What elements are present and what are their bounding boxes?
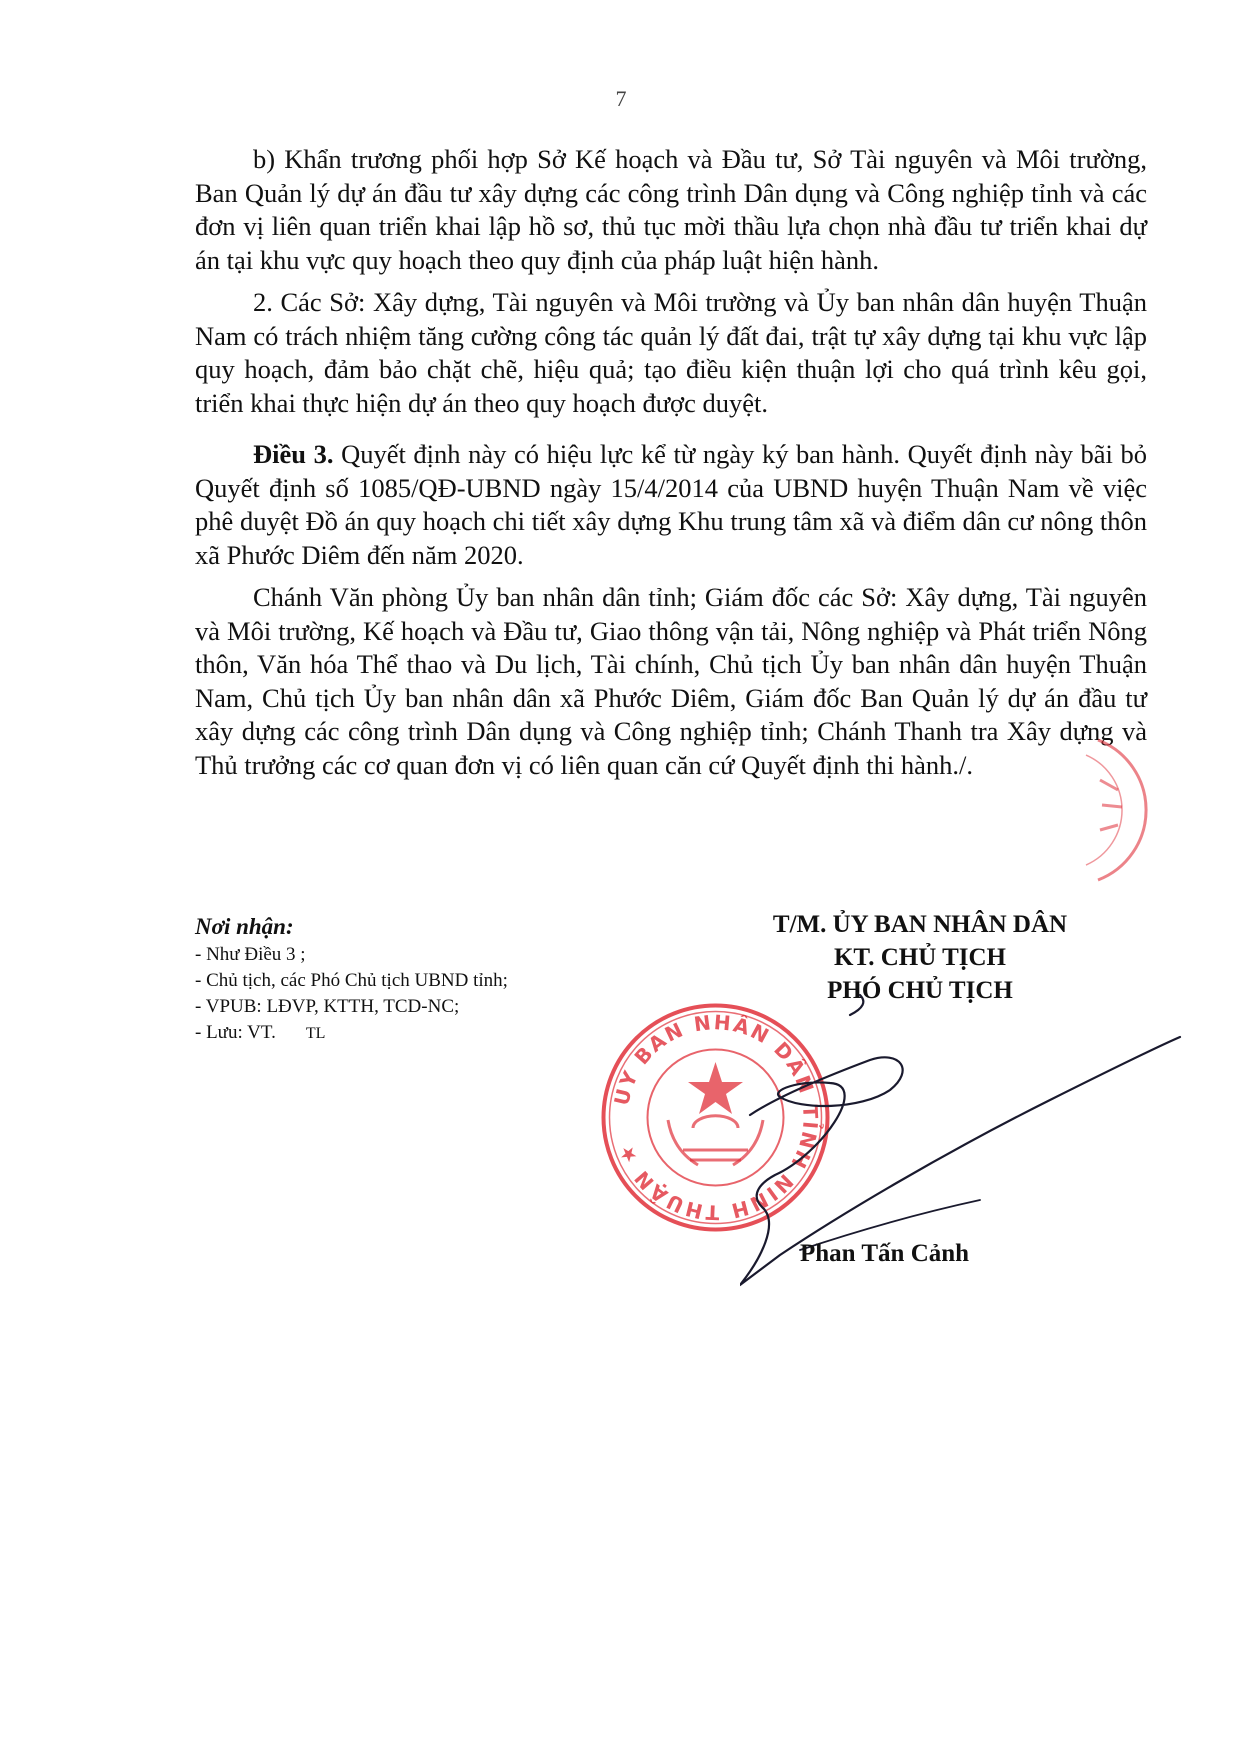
svg-text:UY BAN NHÂN DÂN TỈNH NINH THUẬ: UY BAN NHÂN DÂN TỈNH NINH THUẬN ★ <box>609 1010 823 1225</box>
article-3-label: Điều 3. <box>253 439 334 469</box>
recipient-item: - VPUB: LĐVP, KTTH, TCD-NC; <box>195 996 460 1017</box>
paragraph-2: 2. Các Sở: Xây dựng, Tài nguyên và Môi trường và Ủy ban nhân dân huyện Thuận Nam có trách nhiệm tăng cường công tác quản lý đất đai, trật tự xây dựng tại khu vực lập quy hoạch, đảm bảo chặt chẽ, hiệu quả; tạo điều kiện thuận lợi cho quá trình kêu gọi, triển khai thực hiện dự án theo quy hoạch được duyệt. <box>195 287 1147 418</box>
drafter-initials: TL <box>305 1025 326 1042</box>
paragraph-execution: Chánh Văn phòng Ủy ban nhân dân tỉnh; Giám đốc các Sở: Xây dựng, Tài nguyên và Môi trường, Kế hoạch và Đầu tư, Giao thông vận tải, Nông nghiệp và Phát triển Nông thôn, Văn hóa Thể thao và Du lịch, Tài chính, Chủ tịch Ủy ban nhân dân huyện Thuận Nam, Chủ tịch Ủy ban nhân dân xã Phước Diêm, Giám đốc Ban Quản lý dự án đầu tư xây dựng các công trình Dân dụng và Công nghiệp tỉnh; Chánh Thanh tra Xây dựng và Thủ trưởng các cơ quan đơn vị có liên quan căn cứ Quyết định thi hành./. <box>195 582 1147 780</box>
document-body <box>195 143 1147 782</box>
recipient-item: - Chủ tịch, các Phó Chủ tịch UBND tỉnh; <box>195 970 508 991</box>
paragraph-1b: b) Khẩn trương phối hợp Sở Kế hoạch và Đầu tư, Sở Tài nguyên và Môi trường, Ban Quản lý dự án đầu tư xây dựng các công trình Dân dụng và Công nghiệp tỉnh và các đơn vị liên quan triển khai lập hồ sơ, thủ tục mời thầu lựa chọn nhà đầu tư triển khai dự án tại khu vực quy hoạch theo quy định của pháp luật hiện hành. <box>195 144 1147 275</box>
signature-line-3: PHÓ CHỦ TỊCH <box>827 977 1013 1004</box>
edge-seal-icon <box>1078 735 1168 885</box>
article-3-text: Quyết định này có hiệu lực kể từ ngày ký ban hành. Quyết định này bãi bỏ Quyết định số 1085/QĐ-UBND ngày 15/4/2014 của UBND huyện Thuận Nam về việc phê duyệt Đồ án quy hoạch chi tiết xây dựng Khu trung tâm xã và điểm dân cư nông thôn xã Phước Diêm đến năm 2020. <box>195 439 1148 570</box>
recipients-heading: Nơi nhận: <box>195 914 294 939</box>
signer-name: Phan Tấn Cảnh <box>800 1240 970 1267</box>
signature-line-1: T/M. ỦY BAN NHÂN DÂN <box>772 911 1068 938</box>
signature-line-2: KT. CHỦ TỊCH <box>833 944 1007 971</box>
recipient-item-archive <box>195 1020 655 1047</box>
recipient-item: - Như Điều 3 ; <box>195 944 306 965</box>
recipients-block <box>195 912 655 1047</box>
recipient-item: - Lưu: VT. <box>195 1022 276 1043</box>
page-number: 7 <box>615 86 627 111</box>
paragraph-article-3 <box>195 438 1147 572</box>
